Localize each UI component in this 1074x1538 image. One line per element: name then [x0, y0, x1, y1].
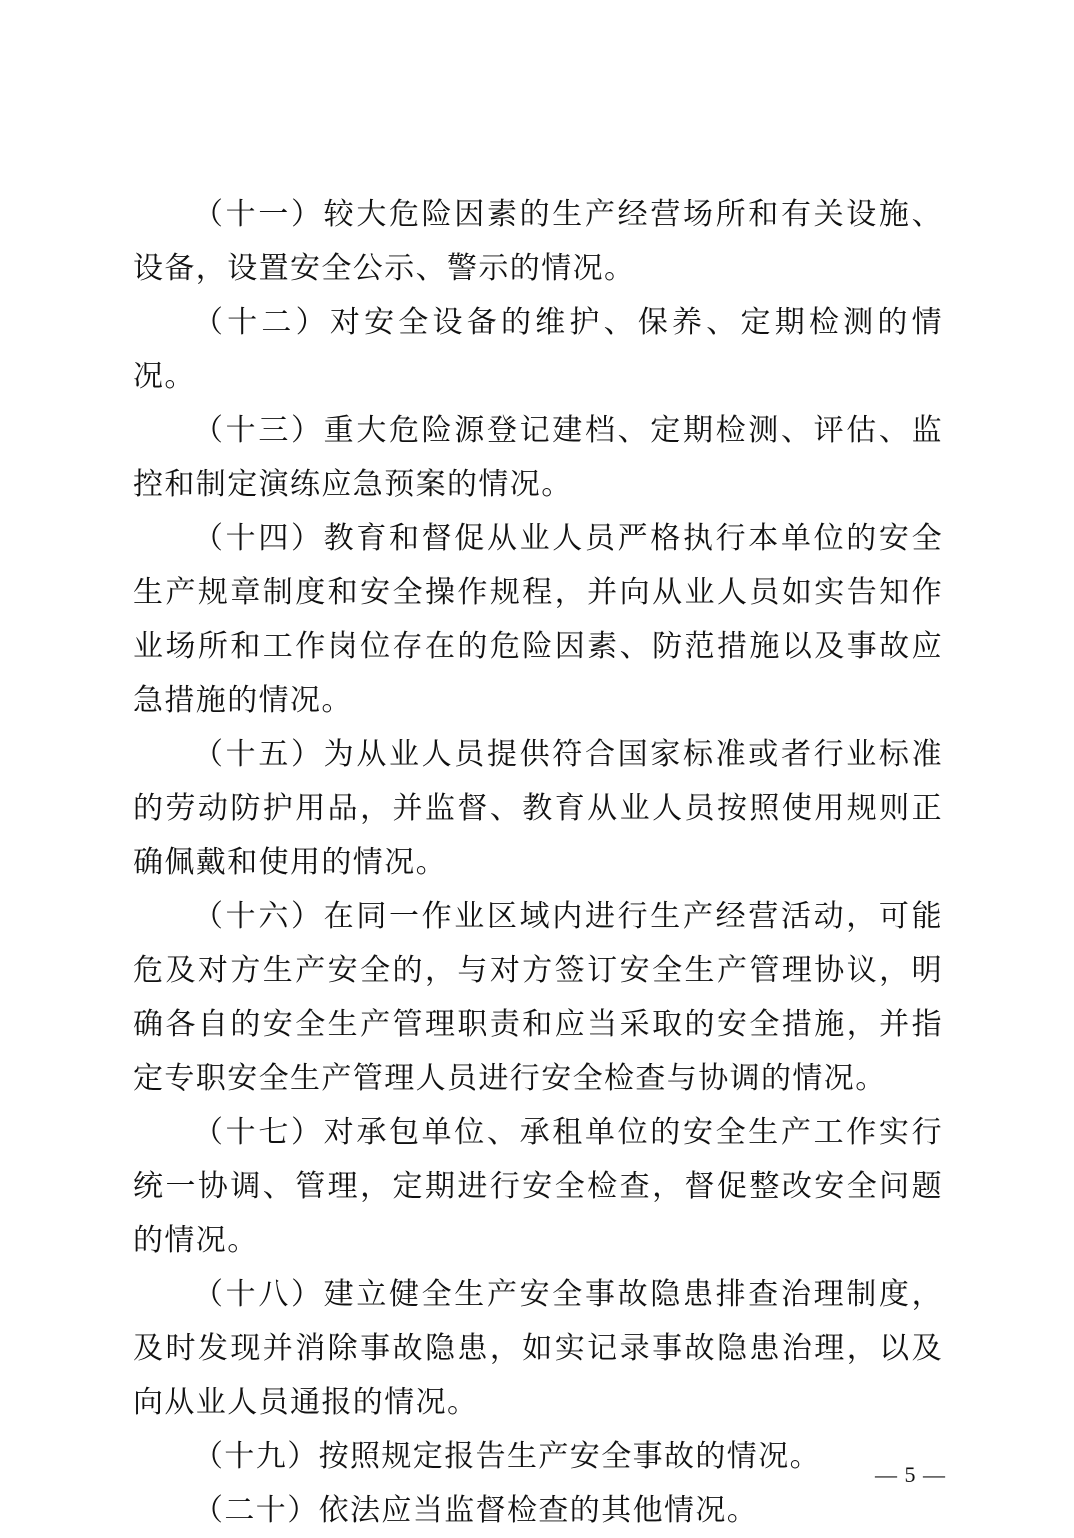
paragraph-19: （十九）按照规定报告生产安全事故的情况。: [193, 1439, 821, 1474]
page-number: — 5 —: [875, 1462, 946, 1487]
paragraph-14: （十四）教育和督促从业人员严格执行本单位的安全生产规章制度和安全操作规程，并向从业人员如实告知作业场所和工作岗位存在的危险因素、防范措施以及事故应急措施的情况。: [133, 521, 943, 718]
paragraph-11: （十一）较大危险因素的生产经营场所和有关设施、设备，设置安全公示、警示的情况。: [133, 197, 943, 286]
paragraph-17: （十七）对承包单位、承租单位的安全生产工作实行统一协调、管理，定期进行安全检查，督促整改安全问题的情况。: [133, 1115, 943, 1258]
paragraph-18: （十八）建立健全生产安全事故隐患排查治理制度，及时发现并消除事故隐患，如实记录事故隐患治理，以及向从业人员通报的情况。: [133, 1277, 943, 1420]
paragraph-13: （十三）重大危险源登记建档、定期检测、评估、监控和制定演练应急预案的情况。: [133, 413, 943, 502]
paragraph-15: （十五）为从业人员提供符合国家标准或者行业标准的劳动防护用品，并监督、教育从业人员按照使用规则正确佩戴和使用的情况。: [133, 737, 943, 880]
paragraph-20: （二十）依法应当监督检查的其他情况。: [193, 1493, 759, 1528]
paragraph-12: （十二）对安全设备的维护、保养、定期检测的情况。: [133, 305, 943, 394]
paragraph-16: （十六）在同一作业区域内进行生产经营活动，可能危及对方生产安全的，与对方签订安全生产管理协议，明确各自的安全生产管理职责和应当采取的安全措施，并指定专职安全生产管理人员进行安全检查与协调的情况。: [133, 899, 943, 1096]
document-body: [133, 188, 943, 1538]
